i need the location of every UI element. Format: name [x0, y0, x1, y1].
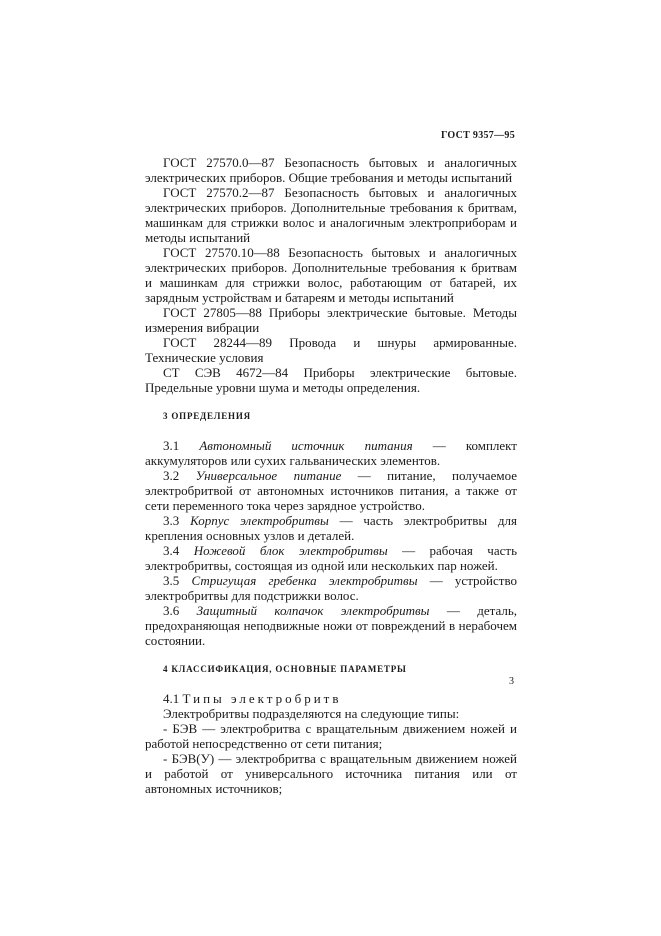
section-heading-classification: 4 КЛАССИФИКАЦИЯ, ОСНОВНЫЕ ПАРАМЕТРЫ	[163, 664, 407, 674]
definition-number: 3.4	[163, 543, 180, 558]
definition-item	[145, 438, 517, 468]
reference-item: ГОСТ 27570.10—88 Безопасность бытовых и аналогичных электрических приборов. Дополнительные требования к бритвам и машинкам для стрижки волос, работающим от батарей, их зарядным устройствам и батареям и методы испытаний	[145, 245, 517, 305]
definition-text: — устройство электробритвы для подстрижки волос.	[145, 573, 518, 603]
definition-text: — часть электробритвы для крепления основных узлов и деталей.	[145, 513, 518, 543]
definition-term: Стригущая гребенка электробритвы	[191, 573, 418, 588]
reference-item: ГОСТ 27805—88 Приборы электрические бытовые. Методы измерения вибрации	[145, 305, 517, 335]
definition-term: Автономный источник питания	[199, 438, 413, 453]
definition-number: 3.2	[163, 468, 180, 483]
definition-term: Универсальное питание	[195, 468, 342, 483]
definition-item	[145, 573, 517, 603]
definition-item	[145, 543, 517, 573]
definition-item	[145, 468, 517, 513]
subsection-title	[145, 691, 517, 706]
definition-term: Ножевой блок электробритвы	[193, 543, 388, 558]
definition-text: — деталь, предохраняющая неподвижные ножи от повреждений в нерабочем состоянии.	[145, 603, 518, 648]
classification-section	[145, 691, 517, 796]
document-code-header: ГОСТ 9357—95	[440, 130, 515, 141]
definition-item	[145, 513, 517, 543]
definition-number: 3.5	[163, 573, 180, 588]
definition-item	[145, 603, 517, 648]
types-intro: Электробритвы подразделяются на следующие типы:	[163, 706, 460, 721]
definition-number: 3.6	[163, 603, 180, 618]
reference-item: ГОСТ 27570.0—87 Безопасность бытовых и аналогичных электрических приборов. Общие требования и методы испытаний	[145, 155, 517, 185]
type-item: - БЭВ(У) — электробритва с вращательным движением ножей и работой от универсального источника питания или от автономных источников;	[145, 751, 517, 796]
reference-item: ГОСТ 28244—89 Провода и шнуры армированные. Технические условия	[145, 335, 517, 365]
definition-text: — рабочая часть электробритвы, состоящая из одной или нескольких пар ножей.	[145, 543, 517, 573]
definitions-list	[145, 438, 517, 648]
page-content	[145, 155, 517, 796]
definition-number: 3.3	[163, 513, 180, 528]
reference-item: ГОСТ 27570.2—87 Безопасность бытовых и аналогичных электрических приборов. Дополнительные требования к бритвам, машинкам для стрижки волос и аналогичным электроприборам и методы испытаний	[145, 185, 517, 245]
definition-text: — комплект аккумуляторов или сухих гальванических элементов.	[145, 438, 517, 468]
subsection-title-text: Типы электробритв	[182, 691, 342, 706]
subsection-number: 4.1	[163, 691, 180, 706]
reference-item: СТ СЭВ 4672—84 Приборы электрические бытовые. Предельные уровни шума и методы определения.	[145, 365, 517, 395]
section-heading-definitions: 3 ОПРЕДЕЛЕНИЯ	[163, 411, 251, 421]
definition-term: Защитный колпачок электробритвы	[196, 603, 430, 618]
page-number: 3	[509, 676, 514, 687]
definition-term: Корпус электробритвы	[190, 513, 329, 528]
definition-text: — питание, получаемое электробритвой от автономных источников питания, а также от сети переменного тока через зарядное устройство.	[145, 468, 517, 513]
definition-number: 3.1	[163, 438, 180, 453]
normative-references	[145, 155, 517, 395]
type-item: - БЭВ — электробритва с вращательным движением ножей и работой непосредственно от сети питания;	[145, 721, 517, 751]
